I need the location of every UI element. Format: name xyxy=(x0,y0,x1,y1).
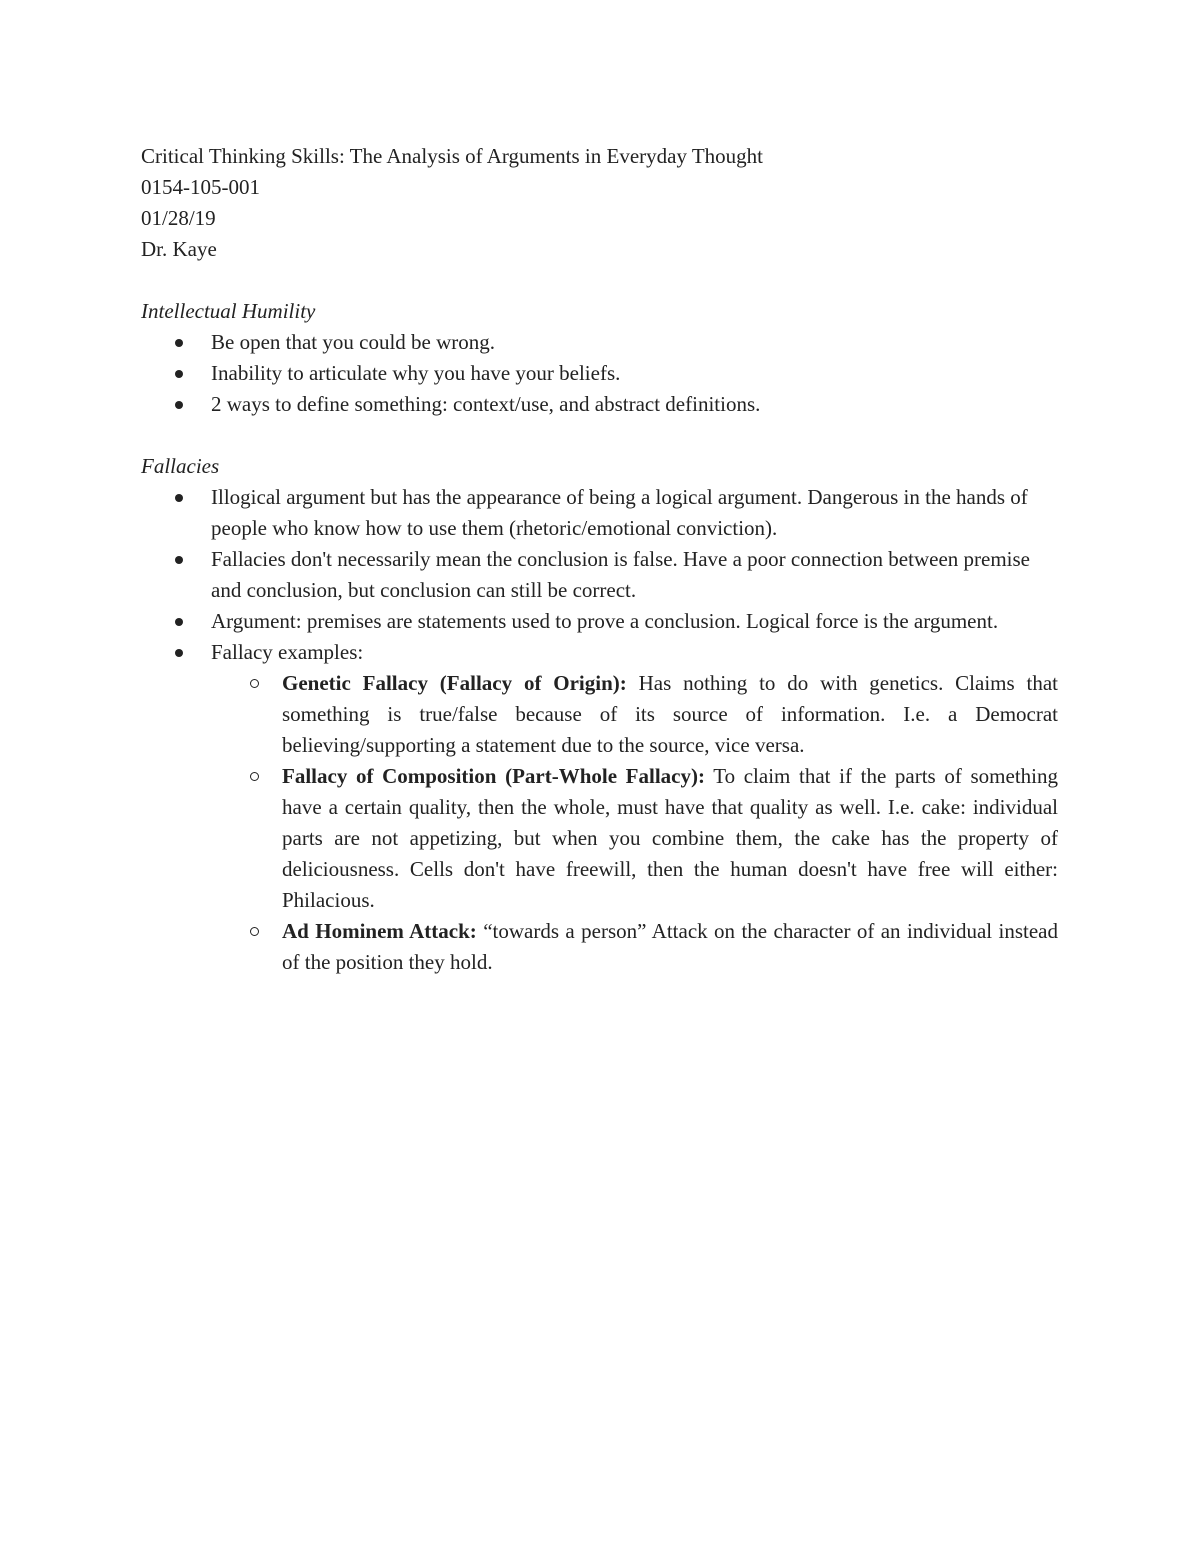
list-item xyxy=(141,327,1058,358)
bullet-icon xyxy=(175,370,183,378)
fallacies-list xyxy=(141,482,1058,978)
list-item-text: Be open that you could be wrong. xyxy=(211,330,496,354)
fallacy-description: Has nothing to do with genetics. Claims that something is true/false because of its source of information. I.e. a Democrat believing/supporting a statement due to the source, vice versa. xyxy=(282,671,1058,757)
list-item xyxy=(141,544,1058,606)
course-number: 0154-105-001 xyxy=(141,175,260,199)
list-item-text: Argument: premises are statements used to prove a conclusion. Logical force is the argument. xyxy=(211,609,999,633)
instructor-name: Dr. Kaye xyxy=(141,237,217,261)
intellectual-humility-list xyxy=(141,327,1058,420)
fallacy-description: “towards a person” Attack on the character of an individual instead of the position they hold. xyxy=(282,919,1058,974)
spacer xyxy=(141,420,1058,451)
spacer xyxy=(141,265,1058,296)
list-item-text: Fallacy examples: xyxy=(211,640,364,664)
bullet-icon xyxy=(175,401,183,409)
fallacy-examples-list xyxy=(211,668,1058,978)
list-item-text: 2 ways to define something: context/use, and abstract definitions. xyxy=(211,392,761,416)
section-title-intellectual-humility: Intellectual Humility xyxy=(141,299,316,323)
fallacy-term: Genetic Fallacy (Fallacy of Origin): xyxy=(282,671,627,695)
list-item-text: Illogical argument but has the appearance of being a logical argument. Dangerous in the hands of people who know how to use them (rhetoric/emotional conviction). xyxy=(211,485,1028,540)
bullet-icon xyxy=(175,618,183,626)
bullet-icon xyxy=(175,339,183,347)
list-item-text: Fallacies don't necessarily mean the conclusion is false. Have a poor connection between premise and conclusion, but conclusion can still be correct. xyxy=(211,547,1030,602)
fallacy-term: Fallacy of Composition (Part-Whole Fallacy): xyxy=(282,764,705,788)
course-title: Critical Thinking Skills: The Analysis of Arguments in Everyday Thought xyxy=(141,144,764,168)
bullet-icon xyxy=(175,494,183,502)
circle-bullet-icon xyxy=(250,927,259,936)
circle-bullet-icon xyxy=(250,679,259,688)
list-item xyxy=(141,358,1058,389)
fallacy-term: Ad Hominem Attack: xyxy=(282,919,477,943)
bullet-icon xyxy=(175,649,183,657)
circle-bullet-icon xyxy=(250,772,259,781)
list-item xyxy=(141,389,1058,420)
bullet-icon xyxy=(175,556,183,564)
notes-date: 01/28/19 xyxy=(141,206,216,230)
fallacy-example-item xyxy=(211,761,1058,916)
notes-body xyxy=(141,141,1058,978)
fallacy-example-item xyxy=(211,916,1058,978)
list-item xyxy=(141,482,1058,544)
fallacy-description: To claim that if the parts of something have a certain quality, then the whole, must have that quality as well. I.e. cake: individual parts are not appetizing, but when you combine them, the cake has the property of deliciousness. Cells don't have freewill, then the human doesn't have free will either: Philacious. xyxy=(282,764,1058,912)
fallacy-example-item xyxy=(211,668,1058,761)
section-title-fallacies: Fallacies xyxy=(141,454,220,478)
list-item xyxy=(141,606,1058,637)
list-item-text: Inability to articulate why you have your beliefs. xyxy=(211,361,621,385)
list-item xyxy=(141,637,1058,978)
